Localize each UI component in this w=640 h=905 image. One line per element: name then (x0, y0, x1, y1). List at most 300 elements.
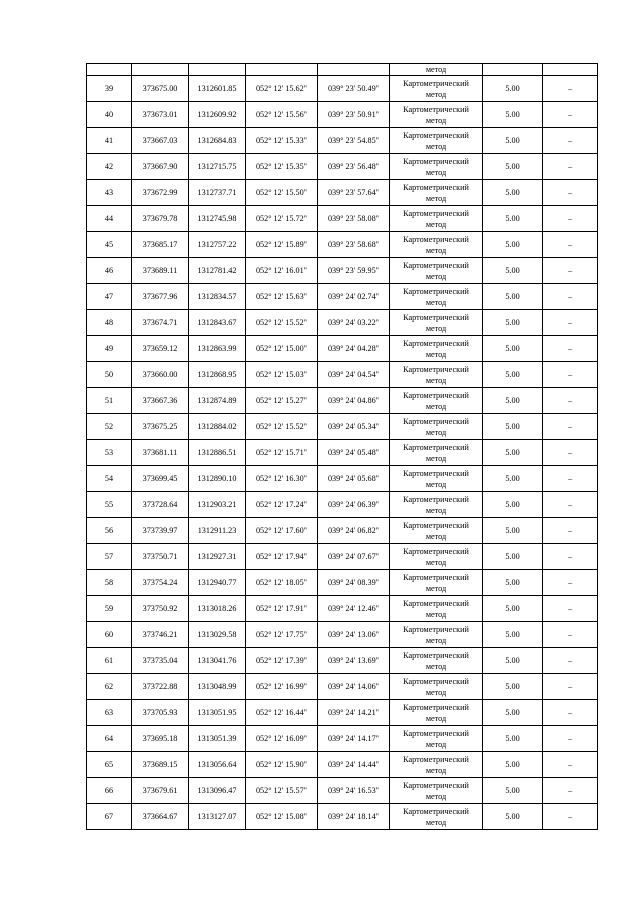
cell-n: 61 (87, 648, 132, 674)
cell-x: 373679.61 (132, 778, 189, 804)
cell-accuracy: 5.00 (483, 414, 543, 440)
cell-n: 49 (87, 336, 132, 362)
cell-lat: 052° 12' 17.91" (246, 596, 318, 622)
cell-n: 50 (87, 362, 132, 388)
method-line: метод (425, 765, 447, 775)
cell-n (87, 64, 132, 76)
cell-note: – (543, 726, 598, 752)
method-line: метод (425, 661, 447, 671)
cell-n: 53 (87, 440, 132, 466)
table-row (87, 674, 598, 700)
method-line: Картометрический (403, 338, 469, 348)
cell-x: 373722.88 (132, 674, 189, 700)
cell-x: 373695.18 (132, 726, 189, 752)
cell-note: – (543, 804, 598, 830)
cell-method (390, 154, 483, 180)
cell-accuracy: 5.00 (483, 778, 543, 804)
cell-lat: 052° 12' 15.56" (246, 102, 318, 128)
cell-accuracy: 5.00 (483, 232, 543, 258)
cell-lon: 039° 24' 05.68" (318, 466, 390, 492)
cell-note: – (543, 700, 598, 726)
table-row (87, 310, 598, 336)
cell-lon: 039° 24' 16.53" (318, 778, 390, 804)
cell-x: 373667.90 (132, 154, 189, 180)
cell-y: 1313096.47 (189, 778, 246, 804)
cell-lon: 039° 23' 50.49" (318, 76, 390, 102)
method-line: метод (425, 583, 447, 593)
cell-n: 39 (87, 76, 132, 102)
cell-accuracy: 5.00 (483, 284, 543, 310)
method-line: метод (425, 141, 447, 151)
cell-accuracy: 5.00 (483, 258, 543, 284)
method-line: метод (425, 791, 447, 801)
cell-x: 373674.71 (132, 310, 189, 336)
cell-method (390, 284, 483, 310)
cell-lat: 052° 12' 17.94" (246, 544, 318, 570)
method-line: Картометрический (403, 156, 469, 166)
cell-note: – (543, 544, 598, 570)
cell-accuracy: 5.00 (483, 674, 543, 700)
cell-x: 373681.11 (132, 440, 189, 466)
cell-lat: 052° 12' 16.99" (246, 674, 318, 700)
cell-accuracy: 5.00 (483, 128, 543, 154)
cell-n: 54 (87, 466, 132, 492)
cell-method (390, 518, 483, 544)
cell-lat: 052° 12' 16.01" (246, 258, 318, 284)
cell-n: 41 (87, 128, 132, 154)
method-line: метод (425, 505, 447, 515)
method-line: Картометрический (403, 468, 469, 478)
table-row (87, 102, 598, 128)
cell-y: 1313048.99 (189, 674, 246, 700)
cell-lon: 039° 23' 58.68" (318, 232, 390, 258)
cell-y: 1312745.98 (189, 206, 246, 232)
cell-y: 1313018.26 (189, 596, 246, 622)
cell-y: 1312911.23 (189, 518, 246, 544)
method-line: метод (425, 167, 447, 177)
table-row (87, 570, 598, 596)
cell-method (390, 180, 483, 206)
cell-lat: 052° 12' 15.35" (246, 154, 318, 180)
table-row (87, 284, 598, 310)
cell-accuracy: 5.00 (483, 804, 543, 830)
cell-x: 373667.36 (132, 388, 189, 414)
cell-note: – (543, 362, 598, 388)
cell-method (390, 804, 483, 830)
table-body (87, 64, 598, 830)
method-line: Картометрический (403, 312, 469, 322)
cell-lon: 039° 23' 50.91" (318, 102, 390, 128)
cell-y: 1312884.02 (189, 414, 246, 440)
cell-note: – (543, 206, 598, 232)
cell-n: 52 (87, 414, 132, 440)
cell-lat: 052° 12' 15.50" (246, 180, 318, 206)
table-row (87, 154, 598, 180)
cell-y (189, 64, 246, 76)
method-line: Картометрический (403, 208, 469, 218)
cell-lat: 052° 12' 17.60" (246, 518, 318, 544)
cell-x: 373739.97 (132, 518, 189, 544)
cell-y: 1312927.31 (189, 544, 246, 570)
table-row (87, 336, 598, 362)
cell-y: 1312903.21 (189, 492, 246, 518)
cell-lon: 039° 24' 08.39" (318, 570, 390, 596)
table-row (87, 128, 598, 154)
cell-note: – (543, 388, 598, 414)
cell-method (390, 414, 483, 440)
method-line: Картометрический (403, 416, 469, 426)
method-line: метод (425, 739, 447, 749)
cell-lat: 052° 12' 15.63" (246, 284, 318, 310)
cell-note: – (543, 518, 598, 544)
cell-method (390, 258, 483, 284)
cell-n: 59 (87, 596, 132, 622)
cell-y: 1312609.92 (189, 102, 246, 128)
cell-method (390, 102, 483, 128)
cell-x: 373750.71 (132, 544, 189, 570)
cell-lat (246, 64, 318, 76)
cell-note: – (543, 752, 598, 778)
method-line: метод (425, 453, 447, 463)
cell-n: 46 (87, 258, 132, 284)
cell-accuracy: 5.00 (483, 596, 543, 622)
method-line: метод (425, 89, 447, 99)
method-line: Картометрический (403, 676, 469, 686)
cell-accuracy: 5.00 (483, 362, 543, 388)
method-line: метод (425, 401, 447, 411)
cell-n: 48 (87, 310, 132, 336)
cell-lat: 052° 12' 17.24" (246, 492, 318, 518)
cell-accuracy: 5.00 (483, 544, 543, 570)
table-row (87, 596, 598, 622)
cell-x: 373746.21 (132, 622, 189, 648)
cell-lon: 039° 24' 14.06" (318, 674, 390, 700)
cell-lon: 039° 23' 58.08" (318, 206, 390, 232)
cell-method (390, 206, 483, 232)
cell-lat: 052° 12' 15.52" (246, 414, 318, 440)
continuation-row (87, 64, 598, 76)
coordinates-table (86, 63, 598, 830)
cell-lat: 052° 12' 18.05" (246, 570, 318, 596)
cell-accuracy: 5.00 (483, 102, 543, 128)
cell-lat: 052° 12' 15.57" (246, 778, 318, 804)
cell-n: 40 (87, 102, 132, 128)
cell-x: 373673.01 (132, 102, 189, 128)
cell-accuracy: 5.00 (483, 466, 543, 492)
cell-note: – (543, 76, 598, 102)
method-line: Картометрический (403, 182, 469, 192)
cell-lon: 039° 24' 04.86" (318, 388, 390, 414)
cell-x: 373754.24 (132, 570, 189, 596)
cell-x: 373659.12 (132, 336, 189, 362)
cell-accuracy (483, 64, 543, 76)
method-line: метод (425, 557, 447, 567)
cell-accuracy: 5.00 (483, 180, 543, 206)
cell-method (390, 648, 483, 674)
cell-method (390, 336, 483, 362)
cell-note: – (543, 778, 598, 804)
cell-method (390, 674, 483, 700)
method-line: Картометрический (403, 650, 469, 660)
method-line: Картометрический (403, 546, 469, 556)
cell-note: – (543, 674, 598, 700)
cell-lon: 039° 24' 13.69" (318, 648, 390, 674)
cell-method (390, 752, 483, 778)
cell-lon: 039° 23' 59.95" (318, 258, 390, 284)
cell-n: 57 (87, 544, 132, 570)
table-row (87, 544, 598, 570)
cell-note: – (543, 570, 598, 596)
cell-method: метод (390, 64, 483, 76)
table-row (87, 466, 598, 492)
method-line: метод (425, 349, 447, 359)
cell-n: 66 (87, 778, 132, 804)
method-line: Картометрический (403, 260, 469, 270)
cell-lat: 052° 12' 16.30" (246, 466, 318, 492)
cell-accuracy: 5.00 (483, 76, 543, 102)
cell-note: – (543, 128, 598, 154)
method-line: Картометрический (403, 364, 469, 374)
method-line: метод (425, 531, 447, 541)
table-row (87, 752, 598, 778)
cell-lat: 052° 12' 15.03" (246, 362, 318, 388)
cell-y: 1313041.76 (189, 648, 246, 674)
cell-y: 1313051.95 (189, 700, 246, 726)
cell-lat: 052° 12' 15.52" (246, 310, 318, 336)
cell-method (390, 76, 483, 102)
method-line: Картометрический (403, 494, 469, 504)
cell-y: 1312684.83 (189, 128, 246, 154)
cell-note: – (543, 336, 598, 362)
method-line: метод (425, 271, 447, 281)
cell-n: 60 (87, 622, 132, 648)
cell-y: 1312863.99 (189, 336, 246, 362)
method-line: Картометрический (403, 754, 469, 764)
method-line: Картометрический (403, 728, 469, 738)
cell-lat: 052° 12' 16.09" (246, 726, 318, 752)
table-row (87, 180, 598, 206)
method-line: метод (425, 479, 447, 489)
method-line: Картометрический (403, 286, 469, 296)
cell-n: 42 (87, 154, 132, 180)
cell-lon: 039° 24' 18.14" (318, 804, 390, 830)
cell-method (390, 232, 483, 258)
cell-n: 56 (87, 518, 132, 544)
table-row (87, 388, 598, 414)
cell-note: – (543, 232, 598, 258)
cell-note: – (543, 466, 598, 492)
table-row (87, 492, 598, 518)
cell-note: – (543, 622, 598, 648)
cell-n: 45 (87, 232, 132, 258)
cell-method (390, 388, 483, 414)
method-line: Картометрический (403, 442, 469, 452)
cell-y: 1312834.57 (189, 284, 246, 310)
cell-method (390, 128, 483, 154)
cell-y: 1312601.85 (189, 76, 246, 102)
cell-lon: 039° 23' 56.48" (318, 154, 390, 180)
cell-method (390, 492, 483, 518)
cell-lon: 039° 24' 04.54" (318, 362, 390, 388)
method-line: метод (425, 115, 447, 125)
cell-y: 1312757.22 (189, 232, 246, 258)
cell-y: 1313056.64 (189, 752, 246, 778)
cell-x: 373664.67 (132, 804, 189, 830)
table-row (87, 414, 598, 440)
cell-note: – (543, 284, 598, 310)
cell-n: 64 (87, 726, 132, 752)
table-row (87, 700, 598, 726)
method-line: Картометрический (403, 130, 469, 140)
cell-lon: 039° 24' 14.17" (318, 726, 390, 752)
cell-n: 47 (87, 284, 132, 310)
cell-lon: 039° 24' 06.82" (318, 518, 390, 544)
cell-x: 373689.15 (132, 752, 189, 778)
method-line: метод (425, 219, 447, 229)
table-row (87, 648, 598, 674)
method-line: метод (425, 713, 447, 723)
method-line: Картометрический (403, 780, 469, 790)
cell-y: 1312868.95 (189, 362, 246, 388)
table-row (87, 232, 598, 258)
cell-x (132, 64, 189, 76)
cell-lat: 052° 12' 15.33" (246, 128, 318, 154)
table-row (87, 362, 598, 388)
cell-method (390, 310, 483, 336)
method-line: метод (425, 609, 447, 619)
cell-y: 1312737.71 (189, 180, 246, 206)
cell-note: – (543, 180, 598, 206)
cell-method (390, 622, 483, 648)
method-line: метод (425, 375, 447, 385)
cell-n: 62 (87, 674, 132, 700)
cell-note (543, 64, 598, 76)
cell-method (390, 596, 483, 622)
table-row (87, 622, 598, 648)
cell-lon: 039° 24' 02.74" (318, 284, 390, 310)
cell-lon: 039° 24' 05.34" (318, 414, 390, 440)
method-line: метод (425, 297, 447, 307)
cell-lat: 052° 12' 15.90" (246, 752, 318, 778)
table-row (87, 440, 598, 466)
cell-lon: 039° 24' 06.39" (318, 492, 390, 518)
table-row (87, 258, 598, 284)
method-line: метод (425, 245, 447, 255)
table-row (87, 778, 598, 804)
cell-accuracy: 5.00 (483, 518, 543, 544)
cell-method (390, 362, 483, 388)
cell-y: 1312890.10 (189, 466, 246, 492)
method-line: метод (425, 687, 447, 697)
cell-x: 373675.25 (132, 414, 189, 440)
cell-x: 373675.00 (132, 76, 189, 102)
cell-x: 373679.78 (132, 206, 189, 232)
cell-y: 1312781.42 (189, 258, 246, 284)
method-line: метод (425, 635, 447, 645)
cell-note: – (543, 154, 598, 180)
cell-x: 373667.03 (132, 128, 189, 154)
cell-accuracy: 5.00 (483, 388, 543, 414)
cell-lat: 052° 12' 15.62" (246, 76, 318, 102)
method-line: Картометрический (403, 234, 469, 244)
method-line: Картометрический (403, 104, 469, 114)
cell-n: 67 (87, 804, 132, 830)
cell-n: 65 (87, 752, 132, 778)
cell-x: 373735.04 (132, 648, 189, 674)
cell-y: 1312940.77 (189, 570, 246, 596)
cell-y: 1313127.07 (189, 804, 246, 830)
cell-lat: 052° 12' 17.75" (246, 622, 318, 648)
cell-accuracy: 5.00 (483, 310, 543, 336)
cell-lat: 052° 12' 15.71" (246, 440, 318, 466)
cell-lon: 039° 24' 14.21" (318, 700, 390, 726)
cell-y: 1312843.67 (189, 310, 246, 336)
cell-note: – (543, 492, 598, 518)
table-row (87, 804, 598, 830)
method-line: Картометрический (403, 520, 469, 530)
cell-accuracy: 5.00 (483, 336, 543, 362)
cell-lat: 052° 12' 16.44" (246, 700, 318, 726)
cell-n: 63 (87, 700, 132, 726)
cell-lon: 039° 24' 07.67" (318, 544, 390, 570)
cell-accuracy: 5.00 (483, 648, 543, 674)
table-row (87, 726, 598, 752)
cell-accuracy: 5.00 (483, 726, 543, 752)
cell-n: 43 (87, 180, 132, 206)
method-line: Картометрический (403, 702, 469, 712)
cell-y: 1312874.89 (189, 388, 246, 414)
cell-method (390, 440, 483, 466)
cell-n: 51 (87, 388, 132, 414)
cell-lat: 052° 12' 17.39" (246, 648, 318, 674)
cell-x: 373685.17 (132, 232, 189, 258)
cell-lat: 052° 12' 15.08" (246, 804, 318, 830)
cell-lat: 052° 12' 15.72" (246, 206, 318, 232)
cell-note: – (543, 310, 598, 336)
cell-lon: 039° 23' 54.85" (318, 128, 390, 154)
cell-x: 373750.92 (132, 596, 189, 622)
cell-note: – (543, 596, 598, 622)
cell-accuracy: 5.00 (483, 154, 543, 180)
cell-method (390, 700, 483, 726)
cell-lon: 039° 24' 14.44" (318, 752, 390, 778)
cell-n: 55 (87, 492, 132, 518)
cell-note: – (543, 258, 598, 284)
cell-lon: 039° 24' 04.28" (318, 336, 390, 362)
cell-accuracy: 5.00 (483, 570, 543, 596)
cell-accuracy: 5.00 (483, 440, 543, 466)
cell-method (390, 466, 483, 492)
method-line: Картометрический (403, 598, 469, 608)
cell-note: – (543, 440, 598, 466)
method-line: Картометрический (403, 390, 469, 400)
cell-x: 373672.99 (132, 180, 189, 206)
cell-method (390, 544, 483, 570)
cell-accuracy: 5.00 (483, 622, 543, 648)
cell-note: – (543, 102, 598, 128)
cell-method (390, 570, 483, 596)
cell-x: 373728.64 (132, 492, 189, 518)
cell-note: – (543, 414, 598, 440)
cell-n: 58 (87, 570, 132, 596)
cell-y: 1313029.58 (189, 622, 246, 648)
cell-accuracy: 5.00 (483, 206, 543, 232)
method-line: Картометрический (403, 624, 469, 634)
cell-x: 373677.96 (132, 284, 189, 310)
cell-accuracy: 5.00 (483, 700, 543, 726)
method-line: Картометрический (403, 806, 469, 816)
method-line: метод (425, 817, 447, 827)
